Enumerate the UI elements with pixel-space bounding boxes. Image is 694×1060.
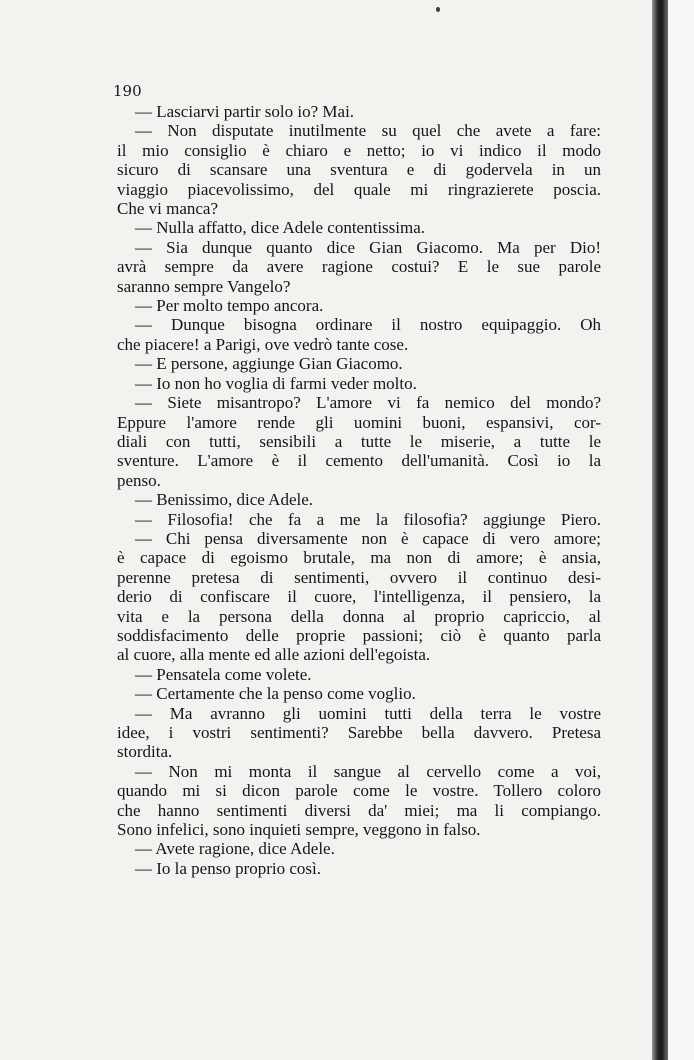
text-line: sventure. L'amore è il cemento dell'umanità. Così io la bbox=[117, 451, 601, 471]
text-line: — Per molto tempo ancora. bbox=[135, 296, 324, 316]
text-line: — Non mi monta il sangue al cervello come a voi, bbox=[135, 761, 601, 781]
text-line: stordita. bbox=[117, 742, 173, 762]
text-line: sicuro di scansare una sventura e di godervela in un bbox=[117, 160, 601, 180]
text-line: che piacere! a Parigi, ove vedrò tante cose. bbox=[117, 334, 409, 354]
text-line: soddisfacimento delle proprie passioni; ciò è quanto parla bbox=[117, 625, 601, 645]
text-line: Sono infelici, sono inquieti sempre, veggono in falso. bbox=[117, 820, 481, 840]
text-line: viaggio piacevolissimo, del quale mi ringrazierete poscia. bbox=[117, 179, 601, 199]
text-line: diali con tutti, sensibili a tutte le miserie, a tutte le bbox=[117, 431, 601, 451]
text-line: Che vi manca? bbox=[117, 199, 219, 219]
text-line: — Chi pensa diversamente non è capace di vero amore; bbox=[135, 528, 601, 548]
text-line: — Sia dunque quanto dice Gian Giacomo. Ma per Dio! bbox=[135, 237, 601, 257]
text-line: — Dunque bisogna ordinare il nostro equipaggio. Oh bbox=[135, 315, 601, 335]
text-line: il mio consiglio è chiaro e netto; io vi indico il modo bbox=[117, 140, 601, 160]
text-line: — Io la penso proprio così. bbox=[135, 858, 322, 878]
scan-margin bbox=[668, 0, 694, 1060]
text-line: — E persone, aggiunge Gian Giacomo. bbox=[135, 354, 403, 374]
text-line: saranno sempre Vangelo? bbox=[117, 276, 291, 296]
text-line: è capace di egoismo brutale, ma non di amore; è ansia, bbox=[117, 548, 601, 568]
text-line: — Lasciarvi partir solo io? Mai. bbox=[135, 102, 355, 121]
text-line: idee, i vostri sentimenti? Sarebbe bella davvero. Pretesa bbox=[117, 723, 601, 742]
text-line: che hanno sentimenti diversi da' miei; ma li compiango. bbox=[117, 800, 601, 820]
text-line: — Benissimo, dice Adele. bbox=[135, 490, 314, 510]
text-line: avrà sempre da avere ragione costui? E le sue parole bbox=[117, 257, 601, 277]
text-line: — Siete misantropo? L'amore vi fa nemico del mondo? bbox=[135, 393, 601, 413]
page-spine-edge bbox=[652, 0, 668, 1060]
text-line: — Io non ho voglia di farmi veder molto. bbox=[135, 373, 417, 393]
text-line: — Nulla affatto, dice Adele contentissima. bbox=[135, 218, 426, 238]
text-line: vita e la persona della donna al proprio capriccio, al bbox=[117, 606, 601, 626]
text-line: quando mi si dicon parole come le vostre. Tollero coloro bbox=[117, 781, 601, 801]
text-line: Eppure l'amore rende gli uomini buoni, espansivi, cor- bbox=[117, 412, 601, 432]
page-number: 190 bbox=[113, 82, 142, 100]
text-line: — Pensatela come volete. bbox=[135, 664, 312, 684]
text-line: — Ma avranno gli uomini tutti della terra le vostre bbox=[135, 703, 601, 723]
text-line: — Non disputate inutilmente su quel che avete a fare: bbox=[135, 121, 601, 141]
text-line: — Avete ragione, dice Adele. bbox=[135, 839, 335, 859]
ink-speck bbox=[436, 7, 440, 12]
text-line: — Certamente che la penso come voglio. bbox=[135, 684, 416, 704]
text-line: derio di confiscare il cuore, l'intelligenza, il pensiero, la bbox=[117, 587, 601, 607]
text-line: al cuore, alla mente ed alle azioni dell'egoista. bbox=[117, 645, 431, 665]
text-line: penso. bbox=[117, 470, 161, 490]
text-line: — Filosofia! che fa a me la filosofia? aggiunge Piero. bbox=[135, 509, 601, 529]
body-text bbox=[117, 102, 601, 878]
text-line: perenne pretesa di sentimenti, ovvero il continuo desi- bbox=[117, 567, 601, 587]
